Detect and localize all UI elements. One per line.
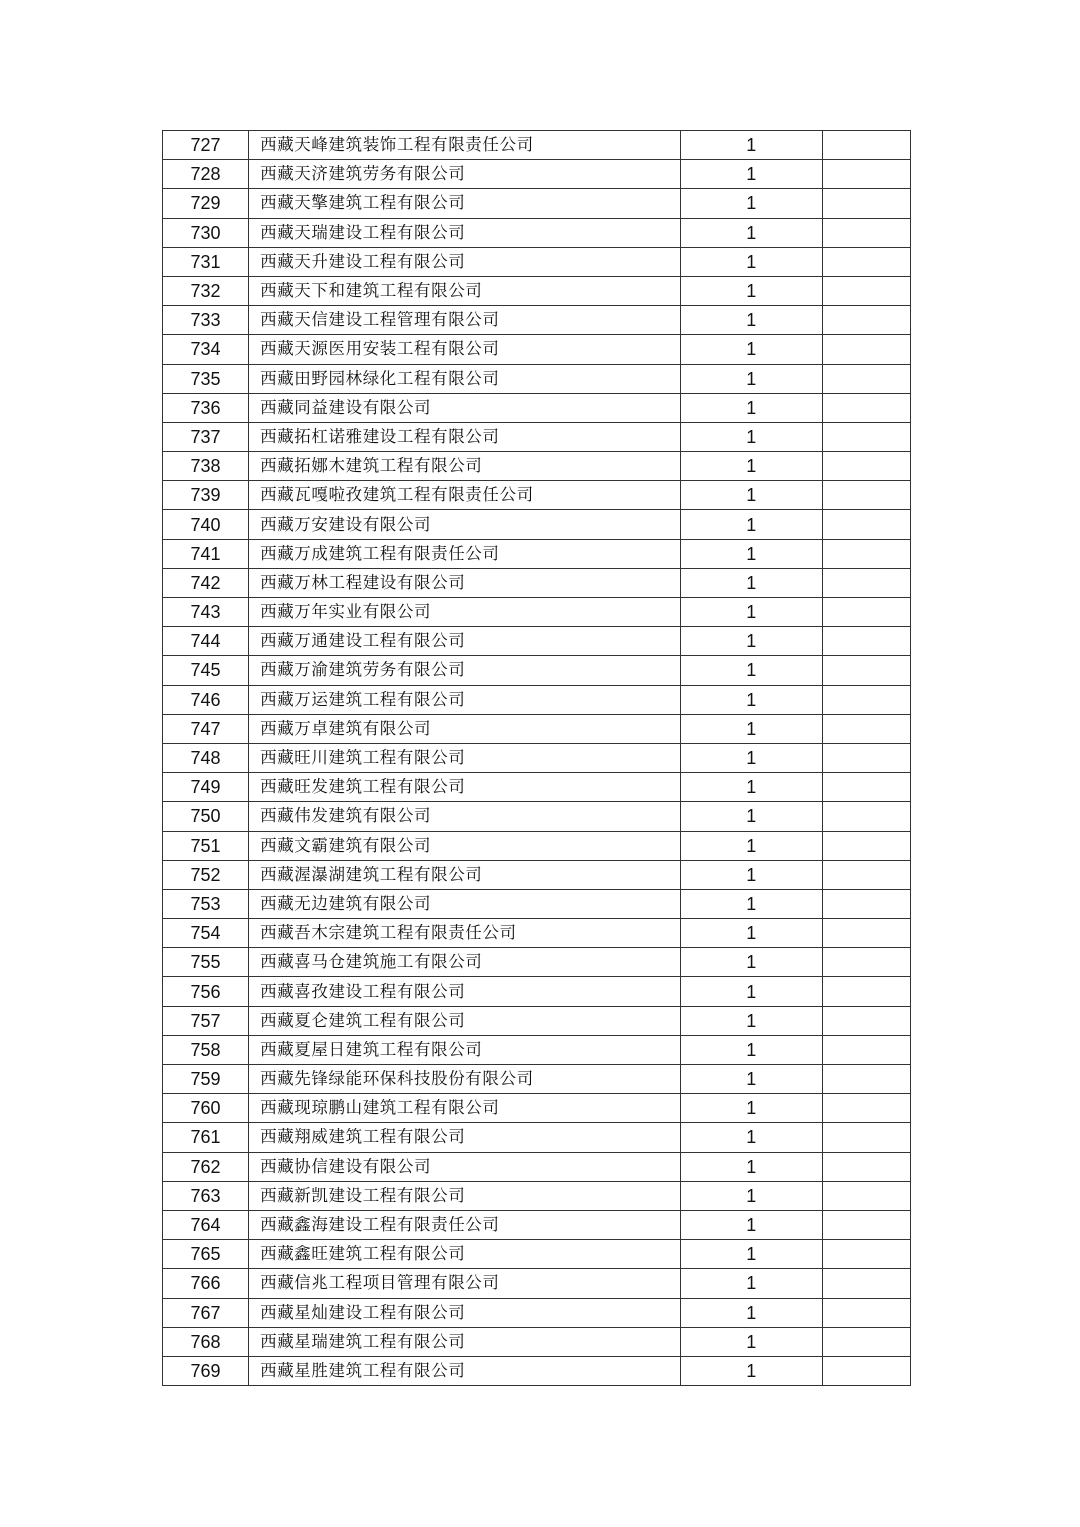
count-cell: 1 [680,306,822,335]
count-cell: 1 [680,685,822,714]
row-number-cell: 729 [163,189,249,218]
company-name-cell: 西藏伟发建筑有限公司 [249,802,681,831]
row-number-cell: 737 [163,422,249,451]
note-cell [822,919,910,948]
note-cell [822,510,910,539]
company-name-cell: 西藏吾木宗建筑工程有限责任公司 [249,919,681,948]
table-row [163,743,911,772]
table-body [163,131,911,1386]
count-cell: 1 [680,627,822,656]
count-cell: 1 [680,598,822,627]
row-number-cell: 754 [163,919,249,948]
company-name-cell: 西藏文霸建筑有限公司 [249,831,681,860]
company-name-cell: 西藏夏屋日建筑工程有限公司 [249,1035,681,1064]
count-cell: 1 [680,1152,822,1181]
table-row [163,1327,911,1356]
note-cell [822,306,910,335]
table-row [163,1065,911,1094]
row-number-cell: 747 [163,714,249,743]
count-cell: 1 [680,948,822,977]
count-cell: 1 [680,1006,822,1035]
count-cell: 1 [680,393,822,422]
table-row [163,831,911,860]
count-cell: 1 [680,218,822,247]
note-cell [822,977,910,1006]
note-cell [822,1123,910,1152]
row-number-cell: 746 [163,685,249,714]
count-cell: 1 [680,860,822,889]
table-row [163,948,911,977]
note-cell [822,948,910,977]
note-cell [822,743,910,772]
company-name-cell: 西藏拓娜木建筑工程有限公司 [249,452,681,481]
row-number-cell: 762 [163,1152,249,1181]
row-number-cell: 758 [163,1035,249,1064]
note-cell [822,1094,910,1123]
count-cell: 1 [680,539,822,568]
company-name-cell: 西藏星灿建设工程有限公司 [249,1298,681,1327]
row-number-cell: 756 [163,977,249,1006]
note-cell [822,627,910,656]
row-number-cell: 766 [163,1269,249,1298]
count-cell: 1 [680,276,822,305]
table-row [163,247,911,276]
company-name-cell: 西藏天下和建筑工程有限公司 [249,276,681,305]
note-cell [822,364,910,393]
table-row [163,131,911,160]
company-name-cell: 西藏拓杠诺雅建设工程有限公司 [249,422,681,451]
row-number-cell: 755 [163,948,249,977]
table-row [163,422,911,451]
count-cell: 1 [680,831,822,860]
count-cell: 1 [680,160,822,189]
table-row [163,189,911,218]
count-cell: 1 [680,1181,822,1210]
note-cell [822,598,910,627]
table-row [163,1123,911,1152]
note-cell [822,189,910,218]
count-cell: 1 [680,1065,822,1094]
company-name-cell: 西藏渥瀑湖建筑工程有限公司 [249,860,681,889]
table-row [163,568,911,597]
note-cell [822,335,910,364]
count-cell: 1 [680,1240,822,1269]
company-name-cell: 西藏新凯建设工程有限公司 [249,1181,681,1210]
table-row [163,1094,911,1123]
company-name-cell: 西藏喜孜建设工程有限公司 [249,977,681,1006]
note-cell [822,1065,910,1094]
count-cell: 1 [680,510,822,539]
table-row [163,276,911,305]
company-name-cell: 西藏协信建设有限公司 [249,1152,681,1181]
table-row [163,1356,911,1385]
note-cell [822,247,910,276]
row-number-cell: 761 [163,1123,249,1152]
count-cell: 1 [680,247,822,276]
row-number-cell: 745 [163,656,249,685]
note-cell [822,160,910,189]
table-row [163,977,911,1006]
table-row [163,889,911,918]
company-name-cell: 西藏无边建筑有限公司 [249,889,681,918]
note-cell [822,860,910,889]
row-number-cell: 739 [163,481,249,510]
note-cell [822,539,910,568]
row-number-cell: 731 [163,247,249,276]
count-cell: 1 [680,656,822,685]
count-cell: 1 [680,1298,822,1327]
note-cell [822,1210,910,1239]
note-cell [822,802,910,831]
table-row [163,218,911,247]
company-name-cell: 西藏天瑞建设工程有限公司 [249,218,681,247]
company-name-cell: 西藏天峰建筑装饰工程有限责任公司 [249,131,681,160]
company-name-cell: 西藏天济建筑劳务有限公司 [249,160,681,189]
note-cell [822,773,910,802]
note-cell [822,1181,910,1210]
company-name-cell: 西藏同益建设有限公司 [249,393,681,422]
row-number-cell: 767 [163,1298,249,1327]
company-name-cell: 西藏先锋绿能环保科技股份有限公司 [249,1065,681,1094]
count-cell: 1 [680,1327,822,1356]
table-row [163,1152,911,1181]
table-row [163,773,911,802]
count-cell: 1 [680,1356,822,1385]
note-cell [822,452,910,481]
note-cell [822,889,910,918]
note-cell [822,685,910,714]
count-cell: 1 [680,919,822,948]
count-cell: 1 [680,743,822,772]
note-cell [822,1298,910,1327]
company-name-cell: 西藏星瑞建筑工程有限公司 [249,1327,681,1356]
row-number-cell: 763 [163,1181,249,1210]
count-cell: 1 [680,568,822,597]
row-number-cell: 768 [163,1327,249,1356]
table-row [163,1035,911,1064]
note-cell [822,656,910,685]
note-cell [822,1269,910,1298]
table-row [163,1269,911,1298]
company-name-cell: 西藏天擎建筑工程有限公司 [249,189,681,218]
table-row [163,1210,911,1239]
company-name-cell: 西藏旺发建筑工程有限公司 [249,773,681,802]
count-cell: 1 [680,335,822,364]
row-number-cell: 743 [163,598,249,627]
count-cell: 1 [680,1210,822,1239]
count-cell: 1 [680,889,822,918]
table-row [163,306,911,335]
note-cell [822,831,910,860]
company-name-cell: 西藏万成建筑工程有限责任公司 [249,539,681,568]
table-row [163,393,911,422]
company-name-cell: 西藏天信建设工程管理有限公司 [249,306,681,335]
note-cell [822,481,910,510]
note-cell [822,1006,910,1035]
row-number-cell: 753 [163,889,249,918]
table-row [163,481,911,510]
count-cell: 1 [680,452,822,481]
table-row [163,598,911,627]
company-name-cell: 西藏星胜建筑工程有限公司 [249,1356,681,1385]
row-number-cell: 742 [163,568,249,597]
table-row [163,860,911,889]
row-number-cell: 765 [163,1240,249,1269]
company-name-cell: 西藏天升建设工程有限公司 [249,247,681,276]
row-number-cell: 728 [163,160,249,189]
note-cell [822,276,910,305]
note-cell [822,218,910,247]
note-cell [822,422,910,451]
company-name-cell: 西藏万渝建筑劳务有限公司 [249,656,681,685]
count-cell: 1 [680,189,822,218]
count-cell: 1 [680,364,822,393]
company-name-cell: 西藏田野园林绿化工程有限公司 [249,364,681,393]
row-number-cell: 730 [163,218,249,247]
company-name-cell: 西藏信兆工程项目管理有限公司 [249,1269,681,1298]
row-number-cell: 759 [163,1065,249,1094]
count-cell: 1 [680,1123,822,1152]
row-number-cell: 750 [163,802,249,831]
company-name-cell: 西藏万年实业有限公司 [249,598,681,627]
note-cell [822,131,910,160]
company-name-cell: 西藏旺川建筑工程有限公司 [249,743,681,772]
count-cell: 1 [680,481,822,510]
company-name-cell: 西藏万运建筑工程有限公司 [249,685,681,714]
table-row [163,1181,911,1210]
company-name-cell: 西藏鑫旺建筑工程有限公司 [249,1240,681,1269]
row-number-cell: 735 [163,364,249,393]
count-cell: 1 [680,1269,822,1298]
row-number-cell: 769 [163,1356,249,1385]
company-list-table [162,130,911,1386]
table-row [163,685,911,714]
count-cell: 1 [680,422,822,451]
row-number-cell: 751 [163,831,249,860]
row-number-cell: 764 [163,1210,249,1239]
note-cell [822,1356,910,1385]
company-name-cell: 西藏万安建设有限公司 [249,510,681,539]
note-cell [822,568,910,597]
row-number-cell: 727 [163,131,249,160]
table-row [163,510,911,539]
count-cell: 1 [680,802,822,831]
note-cell [822,1327,910,1356]
row-number-cell: 740 [163,510,249,539]
company-name-cell: 西藏翔威建筑工程有限公司 [249,1123,681,1152]
company-name-cell: 西藏万卓建筑有限公司 [249,714,681,743]
row-number-cell: 748 [163,743,249,772]
table-row [163,1006,911,1035]
note-cell [822,393,910,422]
company-name-cell: 西藏天源医用安装工程有限公司 [249,335,681,364]
company-name-cell: 西藏万林工程建设有限公司 [249,568,681,597]
company-name-cell: 西藏现琼鹏山建筑工程有限公司 [249,1094,681,1123]
count-cell: 1 [680,131,822,160]
table-row [163,627,911,656]
row-number-cell: 738 [163,452,249,481]
note-cell [822,1240,910,1269]
row-number-cell: 732 [163,276,249,305]
row-number-cell: 757 [163,1006,249,1035]
row-number-cell: 741 [163,539,249,568]
table-row [163,452,911,481]
row-number-cell: 744 [163,627,249,656]
table-row [163,1298,911,1327]
table-row [163,802,911,831]
table-row [163,160,911,189]
count-cell: 1 [680,1094,822,1123]
company-name-cell: 西藏瓦嘎啦孜建筑工程有限责任公司 [249,481,681,510]
table-row [163,919,911,948]
row-number-cell: 734 [163,335,249,364]
row-number-cell: 760 [163,1094,249,1123]
table-row [163,364,911,393]
row-number-cell: 736 [163,393,249,422]
row-number-cell: 749 [163,773,249,802]
count-cell: 1 [680,773,822,802]
count-cell: 1 [680,977,822,1006]
table-row [163,1240,911,1269]
table-row [163,539,911,568]
table-row [163,335,911,364]
company-name-cell: 西藏万通建设工程有限公司 [249,627,681,656]
count-cell: 1 [680,1035,822,1064]
table-row [163,656,911,685]
row-number-cell: 752 [163,860,249,889]
company-name-cell: 西藏夏仑建筑工程有限公司 [249,1006,681,1035]
count-cell: 1 [680,714,822,743]
company-name-cell: 西藏喜马仓建筑施工有限公司 [249,948,681,977]
table-row [163,714,911,743]
note-cell [822,714,910,743]
row-number-cell: 733 [163,306,249,335]
note-cell [822,1035,910,1064]
company-name-cell: 西藏鑫海建设工程有限责任公司 [249,1210,681,1239]
note-cell [822,1152,910,1181]
